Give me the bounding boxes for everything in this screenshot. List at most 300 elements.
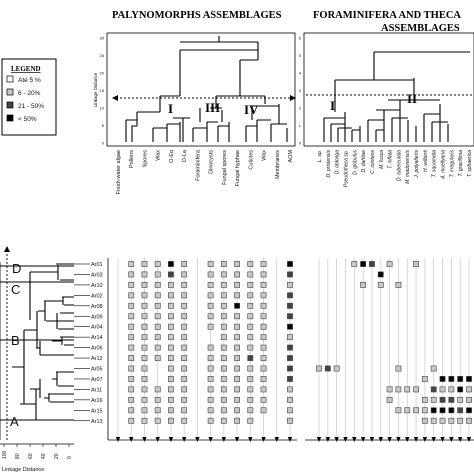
palyno-cell xyxy=(221,261,226,266)
palyno-cell xyxy=(155,408,160,413)
palyno-cell xyxy=(182,397,187,402)
column-arrow xyxy=(334,437,338,442)
palyno-cell xyxy=(155,272,160,277)
foram-cell xyxy=(413,408,418,413)
palyno-cell xyxy=(168,387,173,392)
foram-y-tick: 6 xyxy=(298,35,301,41)
left-x-axis-label: Linkage Distance xyxy=(2,467,45,473)
left-cut-arrow xyxy=(4,246,10,252)
palyno-cell xyxy=(142,366,147,371)
column-arrow xyxy=(370,437,374,442)
foram-cell xyxy=(369,261,374,266)
legend-swatch-2 xyxy=(7,102,13,108)
palyno-cell xyxy=(261,293,266,298)
palyno-cell xyxy=(234,418,239,423)
palyno-cell xyxy=(129,366,134,371)
foram-cell xyxy=(449,397,454,402)
sample-label-Ar14: Ar14 xyxy=(91,335,103,342)
foram-cell xyxy=(396,366,401,371)
palyno-y-tick: 10 xyxy=(99,105,104,111)
column-arrow xyxy=(432,437,436,442)
palyno-column-label: Pollens xyxy=(129,150,136,169)
foram-cell xyxy=(387,387,392,392)
foram-cell xyxy=(458,387,463,392)
palyno-cell xyxy=(248,272,253,277)
column-arrow xyxy=(467,437,471,442)
palyno-cell xyxy=(234,397,239,402)
palyno-cell xyxy=(287,282,292,287)
palyno-cell xyxy=(182,324,187,329)
palyno-cell xyxy=(142,282,147,287)
palyno-cell xyxy=(208,397,213,402)
palyno-column-label: Spores xyxy=(142,150,149,168)
palyno-cell xyxy=(208,303,213,308)
column-arrow xyxy=(458,437,462,442)
palyno-cell xyxy=(221,303,226,308)
palyno-cell xyxy=(248,282,253,287)
palyno-cell xyxy=(208,314,213,319)
palyno-y-tick: 15 xyxy=(99,88,104,93)
palyno-cell xyxy=(129,261,134,266)
palyno-cell xyxy=(234,366,239,371)
palyno-cell xyxy=(261,366,266,371)
column-arrow xyxy=(155,437,159,442)
palyno-cell xyxy=(129,355,134,360)
palyno-cell xyxy=(234,261,239,266)
foram-cell xyxy=(458,397,463,402)
palyno-cell xyxy=(142,418,147,423)
sample-label-Ar05: Ar05 xyxy=(91,366,103,373)
palyno-cell xyxy=(129,324,134,329)
palyno-cell xyxy=(168,408,173,413)
foram-cell xyxy=(440,387,445,392)
foram-cell xyxy=(449,376,454,381)
foram-cell xyxy=(449,387,454,392)
palyno-cell xyxy=(142,293,147,298)
palyno-cell xyxy=(234,272,239,277)
column-arrow xyxy=(208,437,212,442)
legend-label-1: 6 - 20% xyxy=(18,90,41,97)
sample-label-Ar06: Ar06 xyxy=(91,345,103,352)
palyno-cell xyxy=(142,376,147,381)
palyno-cell xyxy=(155,293,160,298)
palyno-cell xyxy=(168,397,173,402)
palyno-cell xyxy=(168,418,173,423)
palyno-cell xyxy=(182,366,187,371)
palyno-cell xyxy=(234,314,239,319)
column-arrow xyxy=(440,437,444,442)
palyno-y-axis-label: Linkage Distance xyxy=(93,72,98,108)
foram-cell xyxy=(458,418,463,423)
foram-cell xyxy=(413,261,418,266)
palyno-cell xyxy=(182,408,187,413)
sample-label-Ar15: Ar15 xyxy=(91,408,103,415)
foram-cell xyxy=(422,418,427,423)
column-arrow xyxy=(343,437,347,442)
palyno-cell xyxy=(182,303,187,308)
palyno-cell xyxy=(287,408,292,413)
column-arrow xyxy=(248,437,252,442)
sample-label-Ar04: Ar04 xyxy=(91,324,103,331)
sample-label-Ar16: Ar16 xyxy=(91,397,103,404)
foram-column-label: D. globulus xyxy=(352,150,359,176)
palyno-cell xyxy=(129,303,134,308)
palyno-cell xyxy=(155,261,160,266)
palyno-cell xyxy=(168,293,173,298)
palyno-cell xyxy=(221,387,226,392)
legend-label-3: < 50% xyxy=(18,116,37,123)
column-arrow xyxy=(142,437,146,442)
palyno-cell xyxy=(261,324,266,329)
legend-swatch-0 xyxy=(7,76,13,82)
sample-label-Ar11: Ar11 xyxy=(91,387,103,394)
foram-cell xyxy=(387,397,392,402)
palyno-cell xyxy=(221,408,226,413)
palyno-cell xyxy=(182,261,187,266)
palyno-cell xyxy=(182,418,187,423)
foram-column-label: L. sp. xyxy=(317,150,323,163)
palyno-cell xyxy=(234,387,239,392)
cluster-label-D: D xyxy=(12,261,22,276)
palyno-cell xyxy=(155,418,160,423)
column-arrow xyxy=(405,437,409,442)
palyno-column-label: Fungal spores xyxy=(221,150,228,185)
palyno-column-label: Fungal hyphae xyxy=(235,150,242,187)
palyno-cell xyxy=(155,282,160,287)
palyno-cell xyxy=(129,397,134,402)
foram-cell xyxy=(440,397,445,402)
palyno-cell xyxy=(155,314,160,319)
foram-cell xyxy=(396,387,401,392)
legend-label-0: Até 5 % xyxy=(18,77,41,84)
foram-cell xyxy=(422,408,427,413)
palyno-y-tick: 25 xyxy=(99,53,104,58)
palyno-cell xyxy=(155,335,160,340)
column-arrow xyxy=(379,437,383,442)
palyno-cell xyxy=(208,282,213,287)
foram-column-label: M. madonensis xyxy=(405,150,412,184)
foram-column-label: D. oblonga xyxy=(334,150,341,175)
palyno-cell xyxy=(129,376,134,381)
foram-cell xyxy=(466,408,471,413)
column-arrow xyxy=(361,437,365,442)
sample-label-Ar10: Ar10 xyxy=(91,282,103,289)
palyno-title: PALYNOMORPHS ASSEMBLAGES xyxy=(112,10,282,21)
palyno-cell xyxy=(221,345,226,350)
palyno-cell xyxy=(155,397,160,402)
palyno-cell xyxy=(182,293,187,298)
palyno-cell xyxy=(221,293,226,298)
palyno-cell xyxy=(221,397,226,402)
palyno-cell xyxy=(248,261,253,266)
palyno-cell xyxy=(208,408,213,413)
foram-cell xyxy=(440,418,445,423)
palyno-cell xyxy=(142,314,147,319)
column-arrow xyxy=(387,437,391,442)
palyno-cell xyxy=(208,272,213,277)
palyno-cell xyxy=(142,345,147,350)
cluster-label-B: B xyxy=(11,333,20,348)
palyno-cell xyxy=(287,387,292,392)
palyno-cell xyxy=(168,314,173,319)
palyno-column-label: AOM xyxy=(288,150,294,163)
column-arrow xyxy=(449,437,453,442)
cluster-label-A: A xyxy=(10,414,19,429)
palyno-cell xyxy=(129,408,134,413)
palyno-cluster-I: I xyxy=(168,101,174,116)
foram-cell xyxy=(405,408,410,413)
column-arrow xyxy=(182,437,186,442)
foram-column-label: C. contans xyxy=(369,150,376,174)
foram-cell xyxy=(431,397,436,402)
sample-label-Ar13: Ar13 xyxy=(91,418,103,425)
foram-cell xyxy=(387,261,392,266)
foram-y-tick: 3 xyxy=(298,88,301,93)
palyno-column-label: O-La xyxy=(182,150,189,163)
foram-cell xyxy=(325,366,330,371)
palyno-cell xyxy=(234,303,239,308)
palyno-cell xyxy=(155,355,160,360)
palyno-cell xyxy=(182,314,187,319)
palyno-cell xyxy=(221,314,226,319)
foram-cluster-I: I xyxy=(330,98,336,113)
sample-label-Ar01: Ar01 xyxy=(91,262,103,268)
foram-y-tick: 2 xyxy=(298,105,301,111)
foram-cell xyxy=(431,408,436,413)
foram-cell xyxy=(352,261,357,266)
palyno-cell xyxy=(142,408,147,413)
palyno-cell xyxy=(234,376,239,381)
palyno-cell xyxy=(234,345,239,350)
column-arrow xyxy=(396,437,400,442)
palyno-cell xyxy=(261,261,266,266)
legend xyxy=(2,59,56,135)
palyno-cluster-IV: IV xyxy=(244,102,259,117)
sample-label-Ar08: Ar08 xyxy=(91,303,103,310)
palyno-cell xyxy=(234,335,239,340)
palyno-cell xyxy=(221,272,226,277)
foram-cell xyxy=(378,272,383,277)
palyno-cell xyxy=(129,314,134,319)
palyno-cell xyxy=(208,324,213,329)
palyno-cell xyxy=(129,418,134,423)
palyno-cell xyxy=(168,335,173,340)
palyno-cell xyxy=(129,272,134,277)
palyno-cell xyxy=(248,397,253,402)
column-arrow xyxy=(116,437,120,442)
palyno-cell xyxy=(221,282,226,287)
palyno-cell xyxy=(129,335,134,340)
palyno-y-tick: 30 xyxy=(99,35,104,41)
foram-cell xyxy=(431,387,436,392)
palyno-cell xyxy=(248,335,253,340)
foram-column-label: T. inflata xyxy=(387,150,394,169)
foram-column-label: T. squamata xyxy=(431,150,438,178)
palyno-cell xyxy=(208,345,213,350)
foram-column-label: H. wilberti xyxy=(422,150,429,172)
foram-dendrogram xyxy=(299,33,474,146)
palyno-cell xyxy=(155,345,160,350)
palyno-cell xyxy=(168,282,173,287)
palyno-cell xyxy=(155,303,160,308)
foram-cell xyxy=(413,387,418,392)
palyno-cell xyxy=(168,324,173,329)
palyno-cell xyxy=(261,282,266,287)
sample-label-Ar09: Ar09 xyxy=(91,314,103,321)
foram-column-label: D. pristensis xyxy=(325,150,332,178)
palyno-cell xyxy=(168,355,173,360)
palyno-cell xyxy=(287,293,292,298)
palyno-cell xyxy=(221,418,226,423)
palyno-cell xyxy=(221,355,226,360)
foram-cell xyxy=(334,366,339,371)
foram-cell xyxy=(466,397,471,402)
foram-column-label: T. gracillima xyxy=(458,150,465,177)
foram-cell xyxy=(422,397,427,402)
foram-cell xyxy=(431,418,436,423)
palyno-cell xyxy=(221,324,226,329)
legend-label-2: 21 - 50% xyxy=(18,103,45,110)
foram-cell xyxy=(449,408,454,413)
foram-y-tick: 5 xyxy=(298,53,301,58)
left-x-tick: 0 xyxy=(67,456,73,459)
foram-cell xyxy=(396,408,401,413)
palyno-y-tick: 0 xyxy=(101,140,104,146)
palyno-cell xyxy=(168,272,173,277)
palyno-cell xyxy=(221,335,226,340)
legend-title: LEGEND xyxy=(11,65,41,73)
palyno-column-label: Wax xyxy=(261,150,268,161)
palyno-cell xyxy=(287,345,292,350)
column-arrow xyxy=(129,437,133,442)
palyno-cell xyxy=(168,303,173,308)
foram-cell xyxy=(458,376,463,381)
palyno-cell xyxy=(168,376,173,381)
palyno-column-label: Dinocysts xyxy=(208,150,215,174)
palyno-column-label: Foraminifera xyxy=(195,150,202,181)
palyno-cell xyxy=(287,272,292,277)
column-arrow xyxy=(275,437,279,442)
palyno-column-label: Cuticles xyxy=(248,150,255,170)
left-x-tick: 80 xyxy=(15,453,21,459)
foram-title-line1: FORAMINIFERA AND THECA xyxy=(313,10,461,21)
palyno-cell xyxy=(261,397,266,402)
palyno-cell xyxy=(248,303,253,308)
palyno-cell xyxy=(248,314,253,319)
cluster-label-C: C xyxy=(11,282,21,297)
foram-cell xyxy=(431,366,436,371)
palyno-cell xyxy=(248,387,253,392)
foram-column-label: D. tuberculata xyxy=(396,150,403,182)
foram-title-line2: ASSEMBLAGES xyxy=(381,23,460,34)
palyno-cell xyxy=(261,376,266,381)
foram-cell xyxy=(422,376,427,381)
foram-cell xyxy=(316,366,321,371)
sample-label-Ar03: Ar03 xyxy=(91,272,103,279)
palyno-cell xyxy=(208,387,213,392)
foram-column-label: D. dahliae xyxy=(361,150,368,173)
left-x-tick: 100 xyxy=(2,450,8,459)
palyno-cell xyxy=(248,355,253,360)
palyno-y-tick: 5 xyxy=(101,123,104,128)
foram-cell xyxy=(466,418,471,423)
column-arrow xyxy=(288,437,292,442)
left-x-tick: 20 xyxy=(54,453,60,459)
palyno-cell xyxy=(248,376,253,381)
foram-column-label: A. muellyana xyxy=(440,150,447,179)
legend-swatch-1 xyxy=(7,89,13,95)
palyno-cell xyxy=(248,293,253,298)
palyno-cell xyxy=(155,387,160,392)
palyno-cell xyxy=(129,345,134,350)
palyno-cell xyxy=(287,261,292,266)
palyno-cell xyxy=(234,282,239,287)
palyno-cell xyxy=(287,303,292,308)
foram-cell xyxy=(378,282,383,287)
column-arrow xyxy=(326,437,330,442)
palyno-cut-arrow-left xyxy=(112,95,118,101)
palyno-y-tick: 20 xyxy=(99,70,104,76)
palyno-column-label: Membranes xyxy=(274,150,281,180)
foram-column-label: T. irregularis xyxy=(449,150,456,178)
palyno-cell xyxy=(168,345,173,350)
palyno-cell xyxy=(248,408,253,413)
palyno-cell xyxy=(142,355,147,360)
column-arrow xyxy=(169,437,173,442)
palyno-cell xyxy=(234,355,239,360)
palyno-cell xyxy=(182,282,187,287)
column-arrow xyxy=(195,437,199,442)
palyno-cell xyxy=(248,345,253,350)
palyno-cell xyxy=(208,355,213,360)
palyno-cell xyxy=(208,293,213,298)
palyno-cell xyxy=(248,366,253,371)
foram-cell xyxy=(361,261,366,266)
palyno-cell xyxy=(142,397,147,402)
palyno-cell xyxy=(208,418,213,423)
palyno-cell xyxy=(261,272,266,277)
foram-column-label: M. fusca xyxy=(378,150,385,169)
palyno-cell xyxy=(155,324,160,329)
foram-cell xyxy=(396,282,401,287)
palyno-cell xyxy=(261,303,266,308)
palyno-cell xyxy=(142,335,147,340)
foram-y-tick: 0 xyxy=(298,140,301,146)
palyno-cell xyxy=(248,418,253,423)
palyno-cell xyxy=(287,324,292,329)
column-arrow xyxy=(423,437,427,442)
palyno-cell xyxy=(287,397,292,402)
palyno-cell xyxy=(182,376,187,381)
foram-cell xyxy=(405,387,410,392)
palyno-cell xyxy=(182,387,187,392)
column-arrow xyxy=(261,437,265,442)
column-arrow xyxy=(317,437,321,442)
palyno-cell xyxy=(208,261,213,266)
palyno-cell xyxy=(261,408,266,413)
left-x-tick: 60 xyxy=(28,453,34,459)
column-arrow xyxy=(235,437,239,442)
foram-cell xyxy=(440,376,445,381)
column-arrow xyxy=(414,437,418,442)
palyno-cell xyxy=(261,314,266,319)
palyno-cell xyxy=(129,387,134,392)
palyno-cell xyxy=(142,303,147,308)
foram-cell xyxy=(449,418,454,423)
palyno-cell xyxy=(234,324,239,329)
palyno-cell xyxy=(287,335,292,340)
palyno-cell xyxy=(221,366,226,371)
